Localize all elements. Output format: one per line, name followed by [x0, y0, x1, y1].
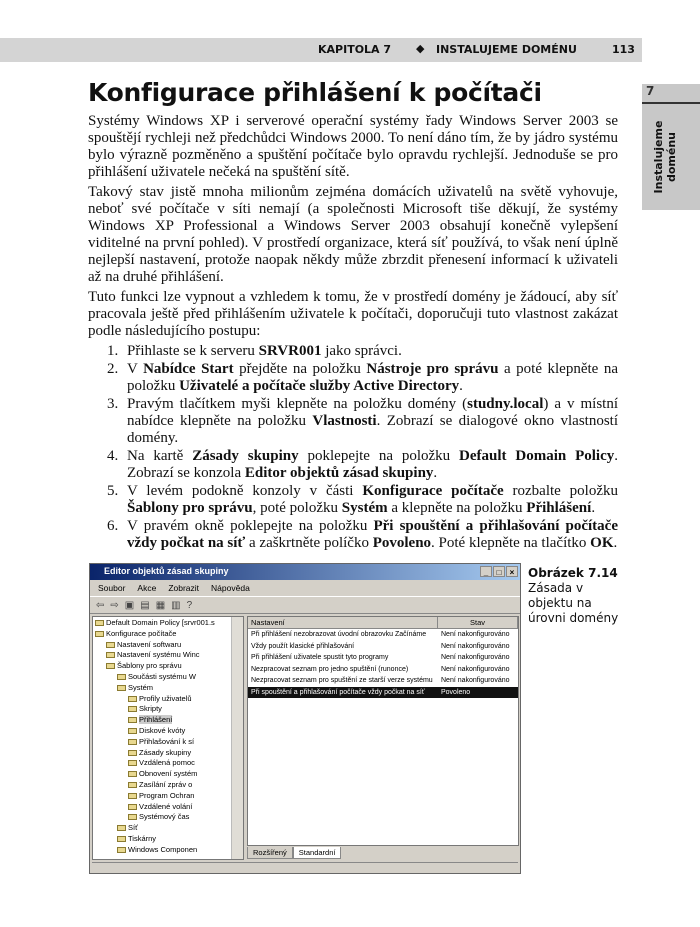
- folder-icon: [128, 804, 137, 810]
- diamond-icon: ◆: [416, 42, 425, 55]
- up-folder-icon[interactable]: ▣: [124, 600, 135, 611]
- column-stav[interactable]: Stav: [438, 617, 518, 628]
- maximize-button[interactable]: □: [493, 566, 505, 577]
- body-text: [88, 113, 618, 553]
- tree-item[interactable]: [93, 726, 231, 737]
- show-tree-icon[interactable]: ▤: [140, 600, 150, 611]
- policy-row[interactable]: [248, 652, 518, 664]
- folder-icon: [128, 750, 137, 756]
- tree-item-label: Nastavení systému Winc: [117, 650, 200, 660]
- tree-item[interactable]: [93, 629, 231, 640]
- running-header: [0, 38, 642, 62]
- tree-item[interactable]: [93, 845, 231, 856]
- tree-item-label: Zasílání zpráv o: [139, 779, 193, 789]
- bold-term: Zásady skupiny: [192, 448, 299, 464]
- step-text: V pravém okně poklepejte na položku: [127, 518, 374, 534]
- chapter-side-tab: [642, 84, 700, 210]
- folder-icon: [106, 663, 115, 669]
- column-headers: [248, 617, 518, 629]
- divider: [642, 102, 700, 104]
- policy-state: Není nakonfigurováno: [441, 677, 510, 684]
- chapter-tab-label: Instalujeme doménu: [652, 120, 678, 194]
- step-item: [88, 518, 618, 552]
- bold-term: Konfigurace počítače: [362, 483, 504, 499]
- figure-label: Obrázek 7.14: [528, 566, 618, 580]
- folder-icon: [117, 847, 126, 853]
- step-text: .: [591, 500, 596, 516]
- tree-item[interactable]: [93, 650, 231, 661]
- step-text: . Zobrazí se konzola: [127, 448, 619, 481]
- step-item: [88, 361, 618, 395]
- tree-item-label: Program Ochran: [139, 790, 195, 800]
- policy-name: Při přihlášení nezobrazovat úvodní obrazovku Začínáme: [251, 631, 427, 638]
- tree-item-label: Součásti systému W: [128, 671, 196, 681]
- step-text: .: [433, 465, 438, 481]
- steps-list: [88, 343, 618, 552]
- step-text: přejděte na položku: [233, 361, 367, 377]
- minimize-button[interactable]: _: [480, 566, 492, 577]
- tree-item-label: Zásady skupiny: [139, 747, 192, 757]
- step-text: ) a v místní nabídce klepněte na položku: [127, 396, 618, 429]
- paragraph: Systémy Windows XP i serverové operační systémy řady Windows Server 2003 se spouštějí rychleji než předchůdci Windows 2000. To není dáno tím, že by jádro systému bylo výrazně pozměněno a spuštění počítače bylo opravdu rychlejší. Jednoduše se pro přihlášení uživatele nečeká na spuštění sítě.: [88, 113, 618, 180]
- tree-item[interactable]: [93, 748, 231, 759]
- section-label: INSTALUJEME DOMÉNU: [436, 43, 577, 56]
- tree-item-label: Vzdálené volání: [139, 801, 193, 811]
- folder-icon: [117, 836, 126, 842]
- section-title: Konfigurace přihlášení k počítači: [88, 78, 542, 107]
- tree-item[interactable]: [93, 618, 231, 629]
- tree-item-label: Tiskárny: [128, 833, 157, 843]
- step-item: [88, 448, 618, 482]
- menu-zobrazit[interactable]: Zobrazit: [168, 583, 200, 593]
- step-text: V: [127, 361, 144, 377]
- export-icon[interactable]: ▥: [171, 600, 181, 611]
- status-bar: [92, 862, 518, 872]
- tree-item-label: Obnovení systém: [139, 769, 198, 779]
- tree-item-label: Síť: [128, 823, 138, 833]
- figure-caption: [528, 566, 628, 626]
- folder-icon: [117, 685, 126, 691]
- policy-state: Není nakonfigurováno: [441, 631, 510, 638]
- policy-state: Není nakonfigurováno: [441, 642, 510, 650]
- step-text: V levém podokně konzoly v části: [127, 483, 363, 499]
- folder-icon: [95, 620, 104, 626]
- tree-item-label: Profily uživatelů: [139, 693, 192, 703]
- tree-item[interactable]: [93, 704, 231, 715]
- tree-item[interactable]: [93, 737, 231, 748]
- tree-item[interactable]: [93, 812, 231, 823]
- folder-icon: [128, 814, 137, 820]
- tree-item[interactable]: [93, 834, 231, 845]
- policy-row[interactable]: [248, 629, 518, 641]
- close-button[interactable]: ×: [506, 566, 518, 577]
- tree-item-label: Nastavení softwaru: [117, 639, 182, 649]
- gpo-editor-window: [89, 563, 521, 874]
- folder-icon: [106, 642, 115, 648]
- policy-state: Povoleno: [441, 688, 471, 696]
- folder-icon: [117, 674, 126, 680]
- policy-name: Vždy použít klasické přihlašování: [251, 642, 355, 650]
- vertical-scrollbar[interactable]: [231, 617, 243, 859]
- tab-standard[interactable]: Standardní: [293, 847, 342, 859]
- step-text: .: [613, 535, 618, 551]
- bold-term: Uživatelé a počítače služby Active Directory: [179, 378, 460, 394]
- folder-icon: [128, 760, 137, 766]
- policy-name: Nezpracovat seznam pro spuštění ze starší verze systému: [251, 677, 433, 684]
- step-text: . Zobrazí se dialogové okno vlastností domény.: [127, 413, 618, 446]
- tree-item[interactable]: [93, 758, 231, 769]
- step-text: jako správci.: [321, 343, 402, 359]
- view-tabs: [247, 847, 341, 859]
- folder-icon: [128, 782, 137, 788]
- chapter-label: KAPITOLA 7: [318, 43, 392, 56]
- properties-icon[interactable]: ▦: [155, 600, 166, 611]
- tree-item-label: Vzdálená pomoc: [139, 758, 195, 768]
- folder-icon: [128, 696, 137, 702]
- tree-item[interactable]: [93, 683, 231, 694]
- tree-item-label: Šablony pro správu: [117, 661, 182, 671]
- policy-row[interactable]: [248, 675, 518, 687]
- policy-state: Není nakonfigurováno: [441, 665, 510, 673]
- menu-napoveda[interactable]: Nápověda: [211, 583, 250, 593]
- tree-item-label: Systémový čas: [139, 812, 190, 822]
- help-icon[interactable]: ?: [186, 600, 193, 611]
- policy-row[interactable]: [248, 664, 518, 676]
- bold-term: Systém: [341, 500, 388, 516]
- folder-icon: [128, 793, 137, 799]
- tree-pane[interactable]: [92, 616, 244, 860]
- tree-item[interactable]: [93, 769, 231, 780]
- tree-item[interactable]: [93, 823, 231, 834]
- step-number: 2.: [107, 361, 119, 377]
- tree-item[interactable]: [93, 802, 231, 813]
- step-text: a zaškrtněte políčko: [245, 535, 373, 551]
- menu-soubor[interactable]: Soubor: [98, 583, 126, 593]
- step-text: Pravým tlačítkem myši klepněte na položku domény (: [127, 396, 468, 412]
- policy-name: Nezpracovat seznam pro jedno spuštění (runonce): [251, 665, 409, 673]
- step-number: 5.: [107, 483, 119, 499]
- tree-item[interactable]: [93, 791, 231, 802]
- bold-term: Nabídce Start: [143, 361, 234, 377]
- step-text: .: [459, 378, 463, 394]
- policy-row[interactable]: [248, 641, 518, 653]
- step-item: [88, 483, 618, 517]
- back-icon[interactable]: ⇦: [96, 600, 105, 611]
- bold-term: Default Domain Policy: [459, 448, 615, 464]
- step-text: a poté klepněte na položku: [127, 361, 618, 394]
- step-text: poklepejte na položku: [298, 448, 460, 464]
- settings-pane: [247, 616, 519, 846]
- policy-state: Není nakonfigurováno: [441, 654, 510, 661]
- step-item: [88, 343, 618, 360]
- step-number: 3.: [107, 396, 119, 412]
- folder-icon: [106, 652, 115, 658]
- tree-item-label: Skripty: [139, 704, 162, 714]
- step-text: a klepněte na položku: [387, 500, 527, 516]
- step-text: Přihlaste se k serveru: [127, 343, 259, 359]
- figure-text: Zásada v objektu na úrovni domény: [528, 581, 619, 625]
- bold-term: Editor objektů zásad skupiny: [244, 465, 434, 481]
- column-nastaveni[interactable]: Nastavení: [248, 617, 438, 628]
- bold-term: Vlastnosti: [312, 413, 377, 429]
- paragraph: Tuto funkci lze vypnout a vzhledem k tomu, že v prostředí domény je žádoucí, aby síť pracovala ještě před přihlášením uživatele k počítači, doporučuji tuto vlastnost zakázat podle následujícího postupu:: [88, 289, 618, 339]
- menu-bar: [90, 580, 520, 596]
- tree-item-label: Systém: [128, 682, 154, 692]
- tree-item[interactable]: [93, 694, 231, 705]
- folder-icon: [128, 728, 137, 734]
- step-text: , poté položku: [252, 500, 342, 516]
- tree-item-label: Přihlašování k sí: [139, 736, 195, 746]
- step-text: . Poté klepněte na tlačítko: [431, 535, 591, 551]
- tree-item[interactable]: [93, 672, 231, 683]
- bold-term: Při spouštění a přihlašování počítače vždy počkat na síť: [127, 518, 618, 551]
- step-text: Na kartě: [127, 448, 193, 464]
- paragraph: Takový stav jistě mnoha milionům zejména domácích uživatelů na světě vyhovuje, neboť své počítače v síti nemají (a společnosti Microsoft tiše děkují, že systémy Windows XP Professional a Windows Server 2003 obsahují konečně vylepšení viditelné na první pohled). V prostředí organizace, která síť používá, to však není úplně nejlepší nastavení, protože naopak někdy může zbrzdit přenesení informací k uživateli až na druhé přihlášení.: [88, 184, 618, 285]
- tree-item[interactable]: [93, 715, 231, 726]
- step-number: 1.: [107, 343, 119, 359]
- tree-item[interactable]: [93, 640, 231, 651]
- bold-term: Přihlášení: [526, 500, 592, 516]
- menu-akce[interactable]: Akce: [137, 583, 157, 593]
- title-bar: [90, 564, 520, 580]
- bold-term: studny.local: [467, 396, 544, 412]
- folder-icon: [128, 717, 137, 723]
- toolbar: [90, 596, 520, 614]
- tree-item-label: Default Domain Policy [srvr001.s: [106, 618, 215, 627]
- policy-row[interactable]: [248, 687, 518, 699]
- tree-item[interactable]: [93, 780, 231, 791]
- window-title: Editor objektů zásad skupiny: [104, 566, 229, 576]
- policy-name: Při přihlášení uživatele spustit tyto programy: [251, 654, 389, 661]
- folder-icon: [128, 739, 137, 745]
- bold-term: SRVR001: [258, 343, 322, 359]
- policy-name: Při spouštění a přihlašování počítače vždy počkat na síť: [251, 688, 425, 696]
- folder-icon: [117, 825, 126, 831]
- chapter-number: 7: [646, 84, 655, 98]
- tree-item-label: Diskové kvóty: [139, 725, 186, 735]
- step-number: 6.: [107, 518, 119, 534]
- tree-item-label: Přihlášení: [139, 715, 173, 725]
- tab-extended[interactable]: Rozšířený: [247, 847, 293, 859]
- step-text: rozbalte položku: [503, 483, 618, 499]
- bold-term: Povoleno: [372, 535, 432, 551]
- tree-item-label: Konfigurace počítače: [106, 628, 177, 638]
- step-number: 4.: [107, 448, 119, 464]
- folder-icon: [95, 631, 104, 637]
- forward-icon[interactable]: ⇨: [110, 600, 119, 611]
- folder-icon: [128, 706, 137, 712]
- page-number: 113: [612, 43, 635, 56]
- tree-item[interactable]: [93, 661, 231, 672]
- bold-term: Šablony pro správu: [127, 500, 253, 516]
- tree-item-label: Windows Componen: [128, 844, 198, 854]
- bold-term: OK: [590, 535, 614, 551]
- folder-icon: [128, 771, 137, 777]
- bold-term: Nástroje pro správu: [366, 361, 499, 377]
- step-item: [88, 396, 618, 447]
